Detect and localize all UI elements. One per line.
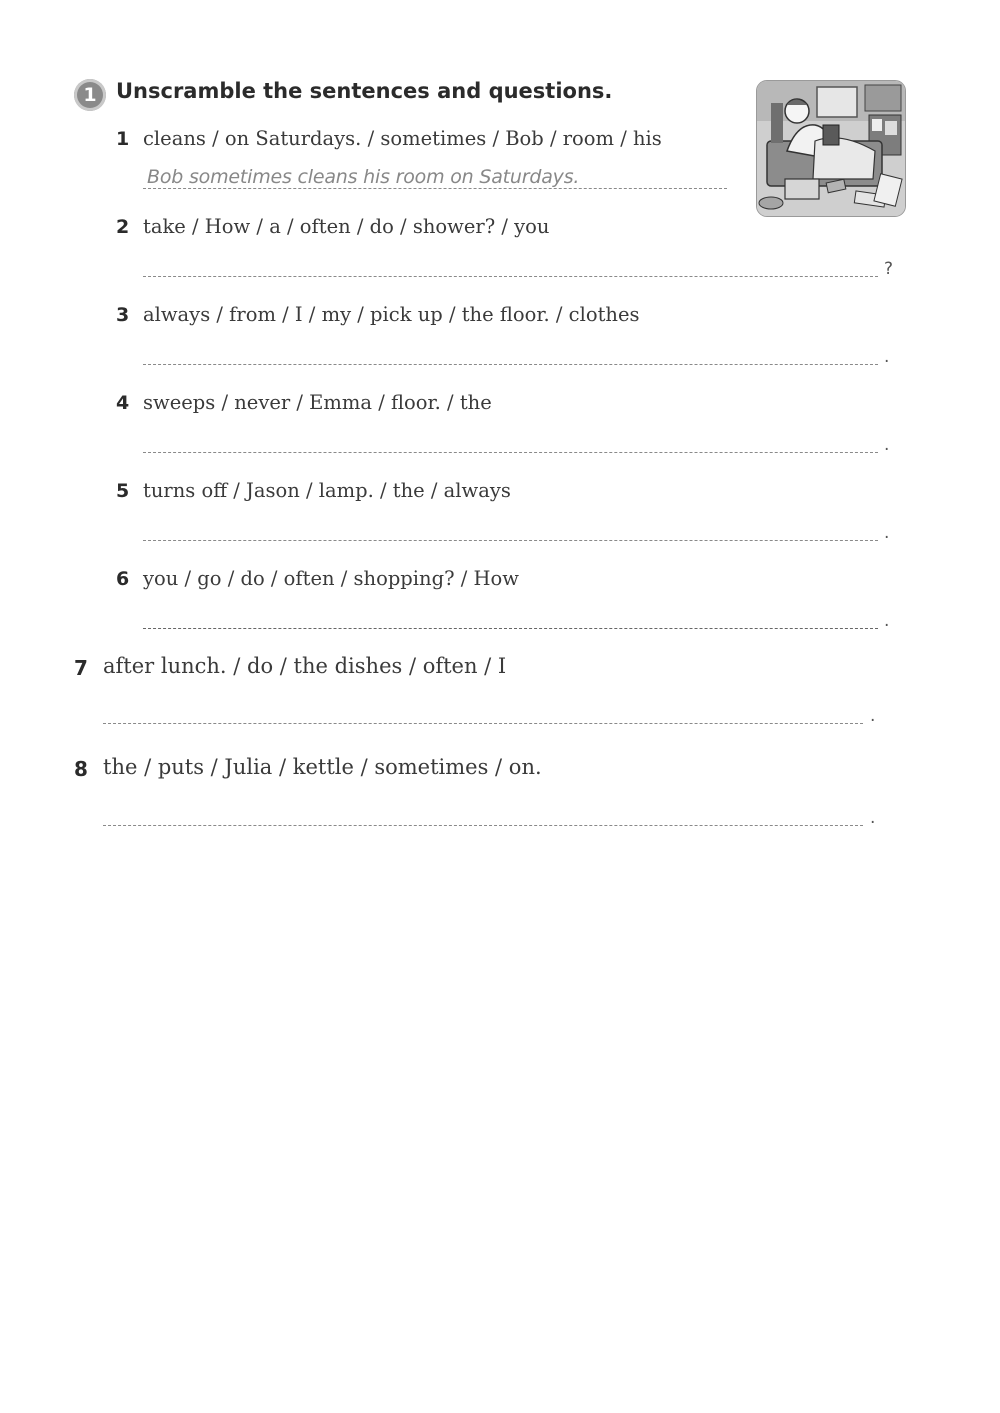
- answer-line[interactable]: [143, 276, 878, 277]
- answer-line[interactable]: [143, 540, 878, 541]
- scrambled-words: sweeps / never / Emma / floor. / the: [143, 391, 492, 414]
- item-number: 2: [116, 216, 130, 238]
- end-punctuation: .: [884, 347, 890, 367]
- scrambled-words: you / go / do / often / shopping? / How: [143, 567, 519, 590]
- end-punctuation: .: [884, 523, 890, 543]
- item-number: 7: [74, 656, 88, 680]
- scrambled-words: turns off / Jason / lamp. / the / always: [143, 479, 511, 502]
- item-number: 6: [116, 568, 130, 590]
- answer-line[interactable]: [143, 452, 878, 453]
- scrambled-words: after lunch. / do / the dishes / often / I: [103, 654, 507, 678]
- item-number: 1: [116, 128, 130, 150]
- item-number: 4: [116, 392, 130, 414]
- scrambled-words: the / puts / Julia / kettle / sometimes / on.: [103, 755, 542, 779]
- answer-line[interactable]: [143, 364, 878, 365]
- bedroom-scene-icon: [757, 81, 905, 216]
- scrambled-words: always / from / I / my / pick up / the floor. / clothes: [143, 303, 640, 326]
- exercise-instruction: Unscramble the sentences and questions.: [116, 79, 613, 103]
- scrambled-words: cleans / on Saturdays. / sometimes / Bob / room / his: [143, 127, 662, 150]
- end-punctuation: .: [870, 706, 876, 726]
- end-punctuation: .: [884, 611, 890, 631]
- item-number: 8: [74, 757, 88, 781]
- end-punctuation: .: [870, 808, 876, 828]
- answer-line[interactable]: [103, 723, 863, 724]
- item-number: 5: [116, 480, 130, 502]
- example-answer: Bob sometimes cleans his room on Saturdays.: [147, 166, 580, 188]
- answer-line[interactable]: [103, 825, 863, 826]
- item-number: 3: [116, 304, 130, 326]
- scrambled-words: take / How / a / often / do / shower? / you: [143, 215, 550, 238]
- end-punctuation: ?: [884, 259, 894, 279]
- end-punctuation: .: [884, 435, 890, 455]
- answer-line[interactable]: [143, 628, 878, 629]
- boy-in-messy-bedroom-illustration: [756, 80, 906, 217]
- answer-line[interactable]: [143, 188, 727, 189]
- exercise-number-badge: 1: [74, 79, 106, 111]
